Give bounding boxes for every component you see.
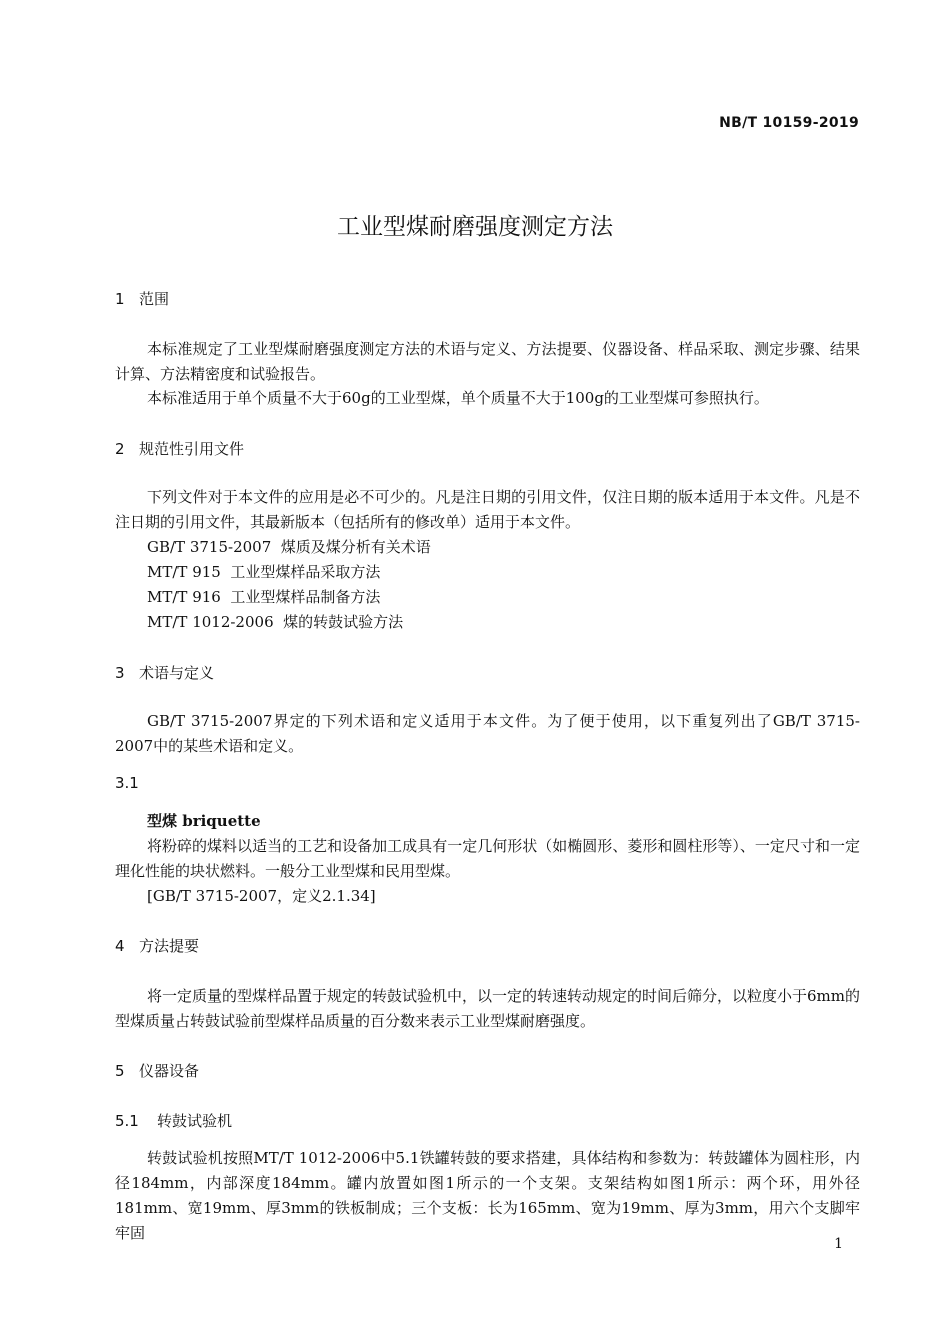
page-number: 1 [834, 1236, 843, 1252]
section-1-heading [115, 288, 860, 309]
term-definition: 将粉碎的煤料以适当的工艺和设备加工成具有一定几何形状（如椭圆形、菱形和圆柱形等）、一定尺寸和一定理化性能的块状燃料。一般分工业型煤和民用型煤。 [115, 837, 860, 880]
section-1-paragraph-2: 本标准适用于单个质量不大于60g的工业型煤，单个质量不大于100g的工业型煤可参照执行。 [147, 389, 769, 407]
section-number: 3 [115, 664, 125, 682]
section-title: 方法提要 [139, 937, 200, 955]
section-title: 术语与定义 [139, 664, 215, 682]
normative-reference: MT/T 1012-2006 煤的转鼓试验方法 [147, 613, 404, 631]
section-number: 5 [115, 1062, 125, 1080]
subsection-5-1-heading [115, 1110, 860, 1131]
section-title: 规范性引用文件 [139, 440, 245, 458]
section-4-heading [115, 935, 860, 956]
term-source: [GB/T 3715-2007，定义2.1.34] [147, 887, 376, 905]
section-2-heading [115, 438, 860, 459]
section-number: 4 [115, 937, 125, 955]
section-5-heading [115, 1060, 860, 1081]
standard-number: NB/T 10159-2019 [719, 115, 859, 131]
section-3-paragraph-1: GB/T 3715-2007界定的下列术语和定义适用于本文件。为了便于使用，以下重复列出了GB/T 3715-2007中的某些术语和定义。 [115, 712, 860, 755]
section-5-1-paragraph-1: 转鼓试验机按照MT/T 1012-2006中5.1铁罐转鼓的要求搭建，具体结构和参数为：转鼓罐体为圆柱形，内径184mm，内部深度184mm。罐内放置如图1所示的一个支架。支架结构如图1所示：两个环，用外径181mm、宽19mm、厚3mm的铁板制成；三个支板：长为165mm、宽为19mm、厚为3mm，用六个支脚牢牢固 [115, 1149, 860, 1242]
subsection-title: 转鼓试验机 [157, 1112, 233, 1130]
section-2-paragraph-1: 下列文件对于本文件的应用是必不可少的。凡是注日期的引用文件，仅注日期的版本适用于本文件。凡是不注日期的引用文件，其最新版本（包括所有的修改单）适用于本文件。 [115, 488, 860, 531]
normative-reference: MT/T 916 工业型煤样品制备方法 [147, 588, 381, 606]
subsection-number: 5.1 [115, 1112, 139, 1130]
term-entry: 型煤 briquette [147, 812, 261, 830]
section-number: 1 [115, 290, 125, 308]
subsection-3-1-number: 3.1 [115, 774, 139, 792]
normative-reference: GB/T 3715-2007 煤质及煤分析有关术语 [147, 538, 431, 556]
section-4-paragraph-1: 将一定质量的型煤样品置于规定的转鼓试验机中，以一定的转速转动规定的时间后筛分，以粒度小于6mm的型煤质量占转鼓试验前型煤样品质量的百分数来表示工业型煤耐磨强度。 [115, 987, 860, 1030]
section-title: 仪器设备 [139, 1062, 200, 1080]
section-3-heading [115, 662, 860, 683]
normative-reference: MT/T 915 工业型煤样品采取方法 [147, 563, 381, 581]
document-title: 工业型煤耐磨强度测定方法 [337, 214, 613, 240]
section-title: 范围 [139, 290, 170, 308]
section-1-paragraph-1: 本标准规定了工业型煤耐磨强度测定方法的术语与定义、方法提要、仪器设备、样品采取、测定步骤、结果计算、方法精密度和试验报告。 [115, 340, 860, 383]
section-number: 2 [115, 440, 125, 458]
